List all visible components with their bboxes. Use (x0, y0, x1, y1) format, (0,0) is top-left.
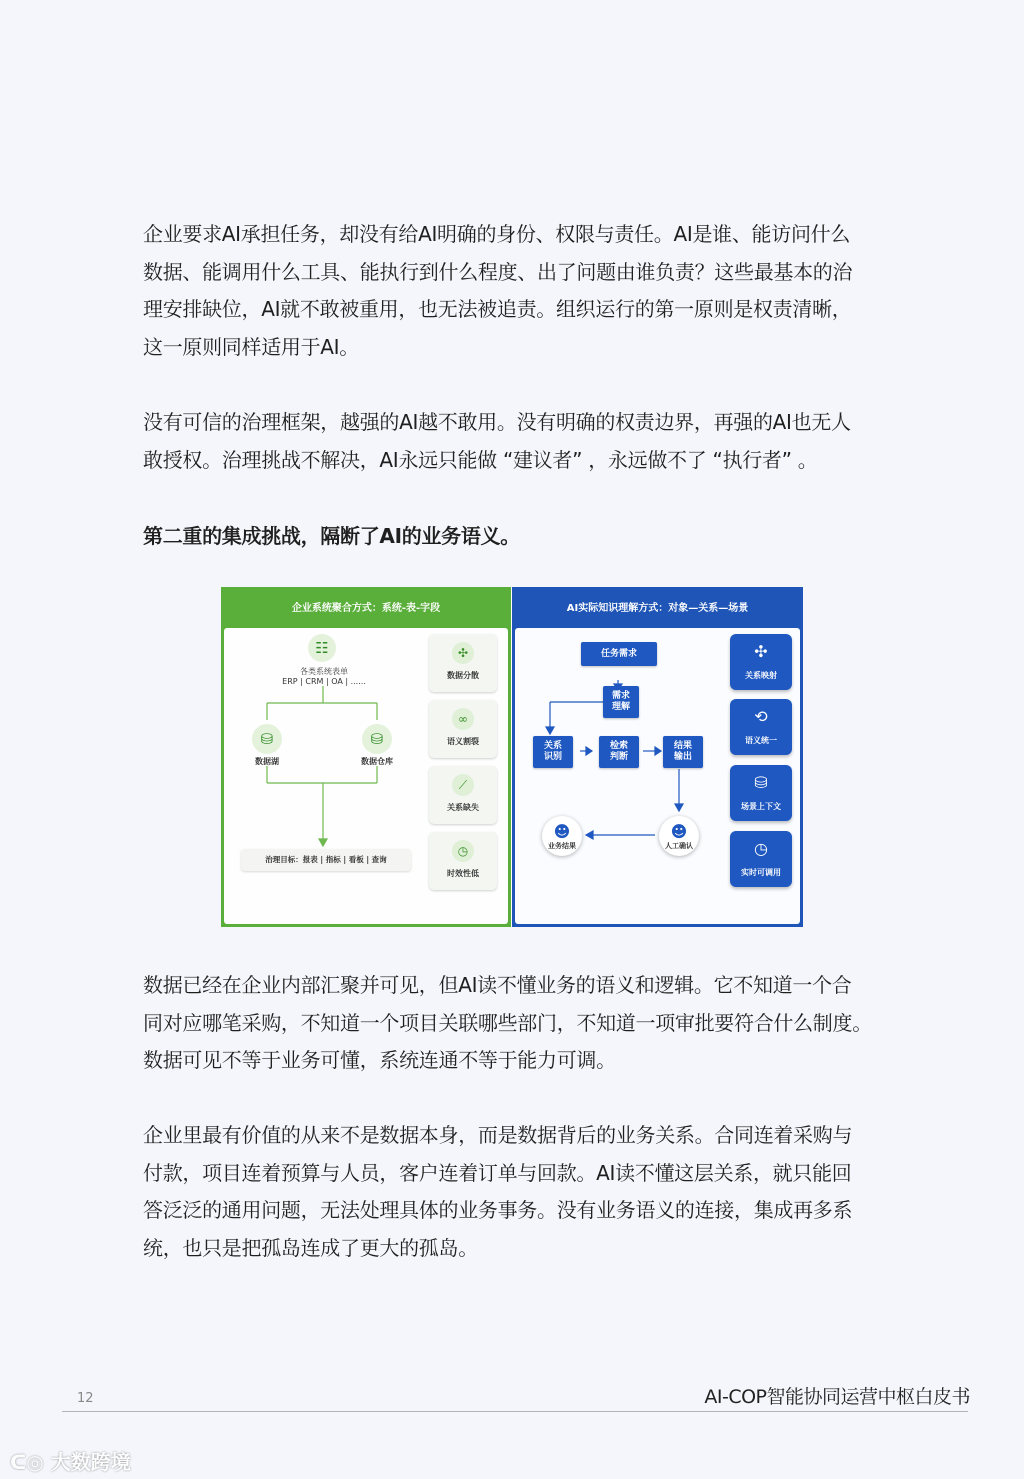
text-line: 企业要求AI承担任务，却没有给AI明确的身份、权限与责任。AI是谁、能访问什么 (143, 222, 851, 246)
network-nodes-icon: ✣ (452, 642, 474, 664)
tile-label: 语义割裂 (447, 737, 479, 746)
governance-goal-box: 治理目标：报表 | 指标 | 看板 | 查询 (241, 849, 411, 871)
data-lake-label: 数据湖 (255, 757, 279, 766)
left-panel-title: 企业系统聚合方式：系统-表-字段 (291, 603, 441, 614)
right-panel-title: AI实际知识理解方式：对象—关系—场景 (566, 603, 749, 614)
tile-relation-missing (429, 766, 497, 824)
tile-relation-mapping (730, 634, 792, 690)
result-output-box: 结果 输出 (663, 736, 703, 768)
text-line: 没有可信的治理框架，越强的AI越不敢用。没有明确的权责边界，再强的AI也无人 (143, 410, 851, 434)
retrieve-judge-box: 检索 判断 (599, 736, 639, 768)
tile-label: 场景上下文 (741, 802, 781, 811)
sync-icon: ⟲ (754, 707, 768, 726)
paragraph-data-visible (143, 967, 913, 1080)
tile-label: 数据分散 (447, 671, 479, 680)
paragraph-governance (143, 404, 913, 479)
human-confirm-label: 人工确认 (665, 842, 693, 850)
left-panel-enterprise (221, 587, 511, 927)
database-stack-icon: ☷ (308, 634, 336, 662)
right-panel-ai (512, 587, 803, 927)
footer-divider (62, 1411, 968, 1412)
clock-icon: ◷ (754, 839, 768, 858)
human-confirm-icon: ☻ (659, 816, 699, 856)
tile-label: 实时可调用 (741, 868, 781, 877)
text-line: 统，也只是把孤岛连成了更大的孤岛。 (143, 1235, 478, 1260)
watermark-logo-icon: ᑕ◎ (10, 1450, 44, 1474)
business-result-label: 业务结果 (548, 842, 576, 850)
business-result-icon: ☻ (542, 816, 582, 856)
tile-realtime-callable (730, 831, 792, 887)
data-warehouse-label: 数据仓库 (361, 757, 393, 766)
paragraph-ai-identity (143, 216, 913, 366)
footer-title: AI-COP智能协同运营中枢白皮书 (704, 1386, 970, 1408)
watermark-text: 大数跨境 (50, 1450, 131, 1474)
tile-semantic-unified (730, 699, 792, 755)
relation-nodes-icon: ✣ (754, 642, 768, 661)
tile-data-scattered (429, 634, 497, 692)
tile-label: 关系映射 (745, 671, 777, 680)
watermark (10, 1446, 131, 1475)
tile-label: 关系缺失 (447, 803, 479, 812)
text-line: 这一原则同样适用于AI。 (143, 334, 359, 359)
tile-label: 时效性低 (447, 869, 479, 878)
demand-understanding-box: 需求 理解 (603, 686, 639, 718)
text-line: 企业里最有价值的从来不是数据本身，而是数据背后的业务关系。合同连着采购与 (143, 1123, 853, 1147)
text-line: 数据已经在企业内部汇聚并可见，但AI读不懂业务的语义和逻辑。它不知道一个合 (143, 973, 852, 997)
left-panel-body (224, 628, 508, 924)
text-line: 理安排缺位，AI就不敢被重用，也无法被追责。组织运行的第一原则是权责清晰， (143, 297, 852, 321)
integration-diagram (221, 587, 803, 927)
tile-scene-context (730, 765, 792, 821)
line-chart-icon: ⟋ (452, 774, 474, 796)
tile-semantic-split (429, 700, 497, 758)
text-line: 答泛泛的通用问题，无法处理具体的业务事务。没有业务语义的连接，集成再多系 (143, 1198, 853, 1222)
section-heading: 第二重的集成挑战，隔断了AI的业务语义。 (143, 524, 520, 548)
relation-recognition-box: 关系 识别 (533, 736, 573, 768)
source-label: 各类系统表单 (300, 667, 348, 676)
text-line: 付款，项目连着预算与人员，客户连着订单与回款。AI读不懂这层关系，就只能回 (143, 1160, 852, 1185)
text-line: 同对应哪笔采购，不知道一个项目关联哪些部门，不知道一项审批要符合什么制度。 (143, 1010, 872, 1035)
database-icon: ⛁ (754, 773, 768, 792)
broken-link-icon: ∞ (452, 708, 474, 730)
data-warehouse-icon: ⛁ (362, 724, 392, 754)
tile-label: 语义统一 (745, 736, 777, 745)
text-line: 数据可见不等于业务可懂，系统连通不等于能力可调。 (143, 1048, 616, 1072)
clock-icon: ◷ (452, 840, 474, 862)
page-number: 12 (77, 1391, 94, 1406)
task-demand-box: 任务需求 (581, 642, 657, 666)
right-panel-body (515, 628, 800, 924)
data-lake-icon: ⛁ (252, 724, 282, 754)
text-line: 敢授权。治理挑战不解决，AI永远只能做 “建议者” ，永远做不了 “执行者” 。 (143, 447, 818, 472)
paragraph-business-relations (143, 1117, 913, 1267)
text-line: 数据、能调用什么工具、能执行到什么程度、出了问题由谁负责？这些最基本的治 (143, 259, 853, 284)
tile-low-timeliness (429, 832, 497, 890)
source-systems: ERP | CRM | OA | ...... (282, 677, 366, 686)
